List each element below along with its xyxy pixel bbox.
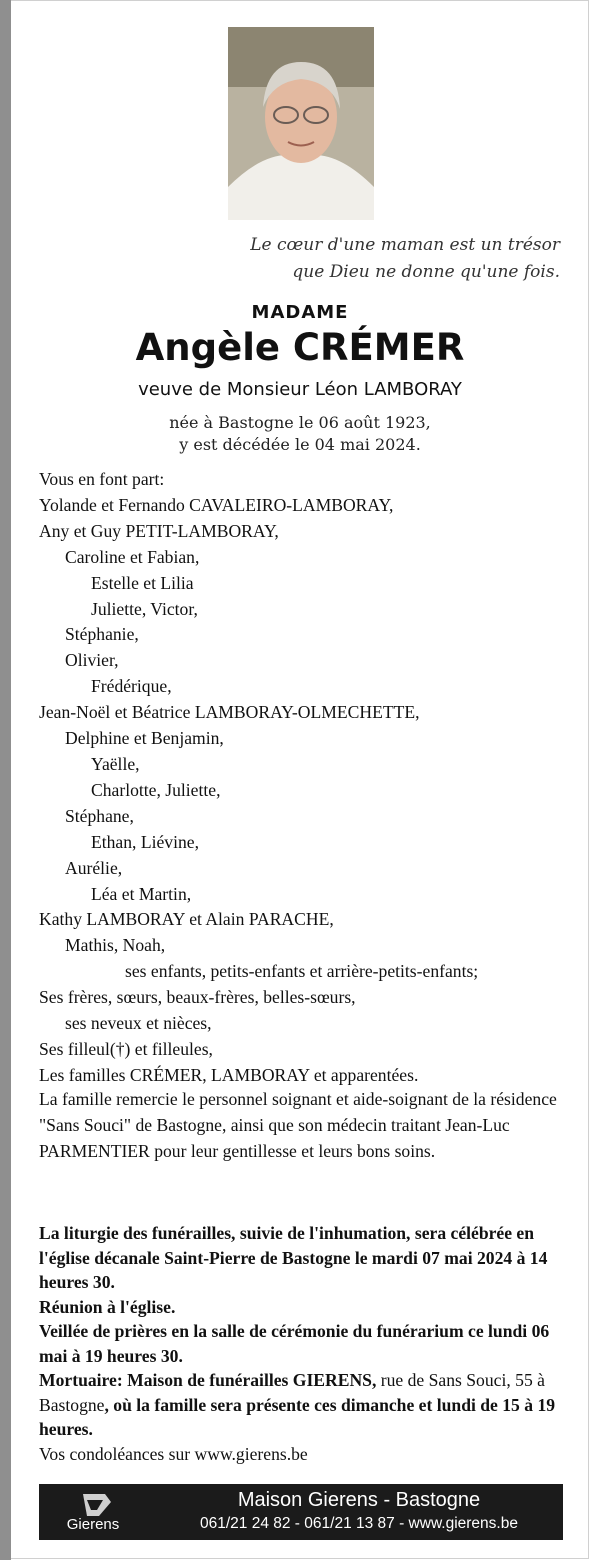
gierens-logo bbox=[53, 1490, 133, 1536]
family-line: Olivier, bbox=[65, 650, 119, 671]
family-line: Les familles CRÉMER, LAMBORAY et apparentées. bbox=[39, 1064, 419, 1085]
family-line: Stéphane, bbox=[65, 805, 134, 826]
vigil-text: Veillée de prières en la salle de cérémonie du funérarium ce lundi 06 mai à 19 heures 30. bbox=[39, 1321, 550, 1366]
footer-contacts: 061/21 24 82 - 061/21 13 87 - www.gierens.be bbox=[200, 1515, 518, 1532]
family-line: Any et Guy PETIT-LAMBORAY, bbox=[39, 520, 279, 541]
logo-text: Gierens bbox=[66, 1516, 120, 1533]
quote-line-2: que Dieu ne donne qu'une fois. bbox=[292, 262, 560, 282]
liturgy-text: La liturgie des funérailles, suivie de l'inhumation, sera célébrée en l'église décanale Saint-Pierre de Bastogne le mardi 07 mai 2024 à 14 heures 30. bbox=[39, 1223, 548, 1292]
family-line: Delphine et Benjamin, bbox=[65, 728, 224, 749]
family-line: Léa et Martin, bbox=[91, 883, 192, 904]
birth-line: née à Bastogne le 06 août 1923, bbox=[169, 413, 431, 432]
family-line: Frédérique, bbox=[91, 676, 172, 697]
birth-death-info bbox=[0, 412, 590, 456]
condolences-link[interactable]: Vos condoléances sur www.gierens.be bbox=[39, 1443, 308, 1464]
thanks-paragraph: La famille remercie le personnel soignant et aide-soignant de la résidence "Sans Souci" de Bastogne, ainsi que son médecin traitant Jean-Luc PARMENTIER pour leur gentillesse et leurs bons soins. bbox=[39, 1089, 557, 1161]
quote-line-1: Le cœur d'une maman est un trésor bbox=[250, 235, 560, 255]
family-line: Estelle et Lilia bbox=[91, 572, 194, 593]
family-line: Jean-Noël et Béatrice LAMBORAY-OLMECHETTE, bbox=[39, 702, 420, 723]
family-line: Mathis, Noah, bbox=[65, 935, 166, 956]
family-line: Kathy LAMBORAY et Alain PARACHE, bbox=[39, 909, 334, 930]
portrait-photo bbox=[228, 27, 374, 220]
mortuary-hours: , où la famille sera présente ces dimanche et lundi de 15 à 19 heures. bbox=[39, 1394, 556, 1439]
family-line: Ethan, Liévine, bbox=[91, 831, 199, 852]
death-line: y est décédée le 04 mai 2024. bbox=[179, 435, 421, 454]
family-line: ses enfants, petits-enfants et arrière-petits-enfants; bbox=[125, 961, 479, 982]
reunion-text: Réunion à l'église. bbox=[39, 1296, 176, 1317]
family-line: Caroline et Fabian, bbox=[65, 546, 200, 567]
family-list bbox=[39, 467, 569, 1089]
spouse-line: veuve de Monsieur Léon LAMBORAY bbox=[138, 379, 462, 400]
mortuary-text bbox=[39, 1368, 565, 1442]
ceremony-details bbox=[39, 1221, 565, 1466]
family-line: Juliette, Victor, bbox=[91, 598, 198, 619]
family-line: Yolande et Fernando CAVALEIRO-LAMBORAY, bbox=[39, 494, 394, 515]
left-border-bar bbox=[0, 0, 11, 1560]
family-line: Vous en font part: bbox=[39, 469, 165, 489]
family-line: ses neveux et nièces, bbox=[65, 1013, 212, 1034]
mortuary-label: Mortuaire: Maison de funérailles GIERENS, bbox=[39, 1370, 377, 1390]
funeral-home-footer bbox=[39, 1484, 563, 1540]
honorific: MADAME bbox=[251, 302, 349, 323]
deceased-name: Angèle CRÉMER bbox=[135, 326, 465, 369]
epitaph-quote bbox=[250, 232, 560, 286]
family-line: Ses frères, sœurs, beaux-frères, belles-sœurs, bbox=[39, 987, 356, 1008]
mortuary-address: rue de Sans Souci, 55 à Bastogne bbox=[39, 1370, 545, 1415]
family-line: Ses filleul(†) et filleules, bbox=[39, 1038, 213, 1059]
family-line: Yaëlle, bbox=[91, 753, 140, 774]
family-line: Stéphanie, bbox=[65, 624, 139, 645]
family-line: Aurélie, bbox=[65, 857, 123, 878]
footer-title: Maison Gierens - Bastogne bbox=[237, 1489, 481, 1511]
family-line: Charlotte, Juliette, bbox=[91, 779, 221, 800]
